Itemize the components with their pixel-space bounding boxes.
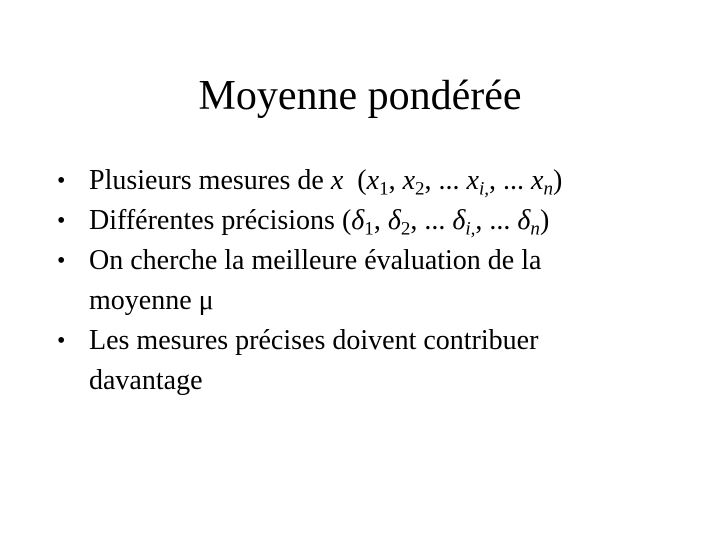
bullet-list — [0, 161, 720, 401]
variable-xn: x — [531, 165, 544, 196]
text-run: , ... — [424, 165, 467, 196]
delta-1: δ — [351, 205, 365, 236]
text-run: , ... — [410, 205, 453, 236]
variable-x2: x — [402, 165, 416, 196]
delta-n: δ — [517, 205, 531, 236]
subscript-i: i, — [478, 178, 490, 200]
bullet-dot-icon: • — [57, 168, 66, 194]
variable-x: x — [330, 165, 344, 196]
text-run: ) — [552, 165, 563, 196]
bullet-text-line-1: Les mesures précises doivent contribuer — [89, 325, 539, 356]
delta-2: δ — [387, 205, 401, 236]
text-run: ( — [343, 165, 367, 196]
bullet-text-line-1: On cherche la meilleure évaluation de la — [89, 245, 542, 276]
bullet-dot-icon: • — [57, 248, 66, 274]
text-run: , ... — [489, 165, 532, 196]
bullet-dot-icon: • — [57, 328, 66, 354]
subscript-1: 1 — [379, 178, 389, 200]
bullet-text-line-2: moyenne μ — [89, 285, 214, 316]
bullet-item-best-mean — [0, 241, 720, 321]
subscript-2: 2 — [415, 178, 425, 200]
subscript-n: n — [543, 178, 553, 200]
bullet-item-precise-contribute — [0, 321, 720, 401]
bullet-text — [89, 161, 720, 201]
text-run: , ... — [475, 205, 518, 236]
delta-i: δ — [452, 205, 466, 236]
bullet-item-measurements — [0, 161, 720, 201]
slide-title: Moyenne pondérée — [198, 73, 522, 119]
bullet-item-precisions — [0, 201, 720, 241]
bullet-text — [89, 201, 720, 241]
text-run: ) — [539, 205, 550, 236]
text-run: Différentes précisions ( — [89, 205, 352, 236]
text-run: , — [373, 205, 388, 236]
bullet-text-line-2: davantage — [89, 365, 203, 396]
text-run: , — [388, 165, 403, 196]
subscript-n: n — [530, 218, 540, 240]
text-run: Plusieurs mesures de — [89, 165, 331, 196]
subscript-i: i, — [465, 218, 476, 240]
subscript-1: 1 — [364, 218, 374, 240]
variable-xi: x — [466, 165, 479, 196]
subscript-2: 2 — [400, 218, 411, 240]
variable-x1: x — [366, 165, 380, 196]
bullet-dot-icon: • — [57, 208, 66, 234]
